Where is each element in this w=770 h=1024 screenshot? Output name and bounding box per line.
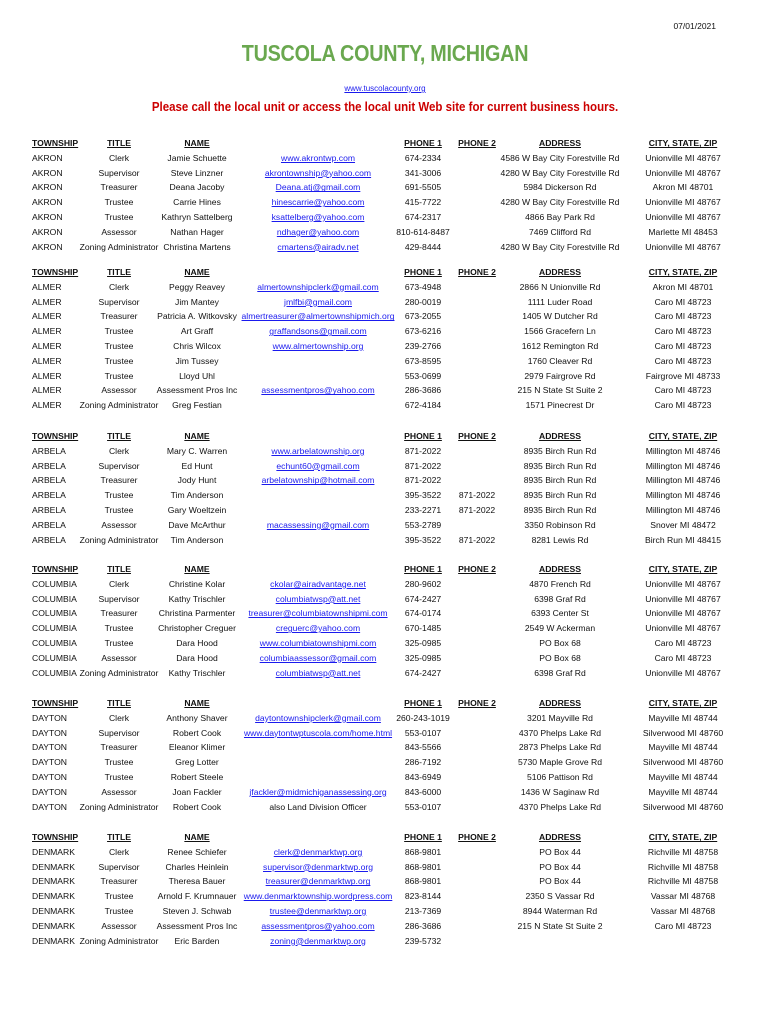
- cell-twp: DAYTON: [32, 801, 68, 812]
- column-header-township: TOWNSHIP: [32, 267, 79, 277]
- cell-twp: ARBELA: [32, 490, 66, 501]
- cell-twp: AKRON: [32, 226, 63, 237]
- table-row: ARBELA Trustee Tim Anderson 395-3522 871-2022 8935 Birch Run Rd Millington MI 48746: [32, 490, 721, 501]
- table-row: DAYTON Trustee Greg Lotter 286-7192 5730 Maple Grove Rd Silverwood MI 48760: [32, 757, 724, 768]
- business-hours-notice: Please call the local unit or access the local unit Web site for current business hours.: [151, 100, 619, 114]
- table-row: DENMARK Supervisor Charles Heinlein supervisor@denmarktwp.org 868-9801 PO Box 44 Richville MI 48758: [32, 861, 719, 872]
- cell-twp: ALMER: [32, 296, 62, 307]
- table-row: DENMARK Assessor Assessment Pros Inc assessmentpros@yahoo.com 286-3686 215 N State St Suite 2 Caro MI 48723: [32, 920, 712, 931]
- table-row: ALMER Assessor Assessment Pros Inc assessmentpros@yahoo.com 286-3686 215 N State St Suite 2 Caro MI 48723: [32, 385, 712, 396]
- cell-twp: DENMARK: [32, 876, 75, 887]
- cell-twp: DAYTON: [32, 727, 68, 738]
- column-header-township: TOWNSHIP: [32, 138, 79, 148]
- township-section: [0, 431, 770, 549]
- table-row: DENMARK Zoning Administrator Eric Barden zoning@denmarktwp.org 239-5732: [32, 935, 442, 946]
- table-row: DENMARK Trustee Steven J. Schwab trustee@denmarktwp.org 213-7369 8944 Waterman Rd Vassar MI 48768: [32, 905, 716, 916]
- table-row: ARBELA Treasurer Jody Hunt arbelatownship@hotmail.com 871-2022 8935 Birch Run Rd Millington MI 48746: [32, 475, 721, 486]
- table-row: ARBELA Trustee Gary Woeltzein 233-2271 871-2022 8935 Birch Run Rd Millington MI 48746: [32, 504, 721, 515]
- table-row: DAYTON Supervisor Robert Cook www.daytontwptuscola.com/home.html 553-0107 4370 Phelps Lake Rd Silverwood MI 48760: [32, 727, 724, 738]
- cell-twp: ARBELA: [32, 534, 66, 545]
- table-row: AKRON Trustee Kathryn Sattelberg ksattelberg@yahoo.com 674-2317 4866 Bay Park Rd Unionville MI 48767: [32, 211, 721, 222]
- table-row: AKRON Assessor Nathan Hager ndhager@yahoo.com 810-614-8487 7469 Clifford Rd Marlette MI 48453: [32, 226, 718, 237]
- header-row: TOWNSHIP TITLE NAME PHONE 1 PHONE 2 ADDRESS CITY, STATE, ZIP: [32, 698, 718, 708]
- cell-twp: AKRON: [32, 182, 63, 193]
- cell-twp: DAYTON: [32, 771, 68, 782]
- cell-twp: AKRON: [32, 167, 63, 178]
- cell-twp: COLUMBIA: [32, 637, 77, 648]
- table-row: COLUMBIA Treasurer Christina Parmenter treasurer@columbiatownshipmi.com 674-0174 6393 Center St Unionville MI 48767: [32, 608, 721, 619]
- header-row: TOWNSHIP TITLE NAME PHONE 1 PHONE 2 ADDRESS CITY, STATE, ZIP: [32, 431, 718, 441]
- cell-twp: ARBELA: [32, 504, 66, 515]
- cell-twp: COLUMBIA: [32, 593, 77, 604]
- cell-twp: DAYTON: [32, 742, 68, 753]
- header-row: TOWNSHIP TITLE NAME PHONE 1 PHONE 2 ADDRESS CITY, STATE, ZIP: [32, 267, 718, 277]
- table-row: AKRON Trustee Carrie Hines hinescarrie@yahoo.com 415-7722 4280 W Bay City Forestville Rd Unionville MI 48767: [32, 197, 721, 208]
- township-section: [0, 138, 770, 256]
- table-row: DAYTON Trustee Robert Steele 843-6949 5106 Pattison Rd Mayville MI 48744: [32, 771, 718, 782]
- cell-twp: ARBELA: [32, 445, 66, 456]
- cell-twp: ALMER: [32, 370, 62, 381]
- table-row: ALMER Treasurer Patricia A. Witkovsky almertreasurer@almertownshipmich.org 673-2055 1405 W Dutcher Rd Caro MI 48723: [32, 311, 712, 322]
- table-row: ALMER Supervisor Jim Mantey jmlfbi@gmail.com 280-0019 1111 Luder Road Caro MI 48723: [32, 296, 712, 307]
- cell-twp: DENMARK: [32, 905, 75, 916]
- cell-twp: DAYTON: [32, 786, 68, 797]
- header-row: TOWNSHIP TITLE NAME PHONE 1 PHONE 2 ADDRESS CITY, STATE, ZIP: [32, 832, 718, 842]
- table-row: ALMER Clerk Peggy Reavey almertownshipclerk@gmail.com 673-4948 2866 N Unionville Rd Akron MI 48701: [32, 281, 714, 292]
- cell-twp: COLUMBIA: [32, 667, 77, 678]
- cell-twp: AKRON: [32, 241, 63, 252]
- table-row: DAYTON Assessor Joan Fackler jfackler@midmichiganassessing.org 843-6000 1436 W Saginaw Rd Mayville MI 48744: [32, 786, 718, 797]
- cell-twp: COLUMBIA: [32, 608, 77, 619]
- cell-twp: ALMER: [32, 311, 62, 322]
- table-row: AKRON Zoning Administrator Christina Martens cmartens@airadv.net 429-8444 4280 W Bay City Forestville Rd Unionville MI 48767: [32, 241, 721, 252]
- cell-twp: ALMER: [32, 400, 62, 411]
- table-row: COLUMBIA Clerk Christine Kolar ckolar@airadvantage.net 280-9602 4870 French Rd Unionville MI 48767: [32, 578, 721, 589]
- header-row: TOWNSHIP TITLE NAME PHONE 1 PHONE 2 ADDRESS CITY, STATE, ZIP: [32, 564, 718, 574]
- table-row: COLUMBIA Zoning Administrator Kathy Trischler columbiatwsp@att.net 674-2427 6398 Graf Rd Unionville MI 48767: [32, 667, 721, 678]
- cell-twp: DENMARK: [32, 920, 75, 931]
- table-row: COLUMBIA Trustee Christopher Creguer creguerc@yahoo.com 670-1485 2549 W Ackerman Unionville MI 48767: [32, 623, 721, 634]
- cell-twp: ARBELA: [32, 475, 66, 486]
- column-header-township: TOWNSHIP: [32, 832, 79, 842]
- county-website-link[interactable]: www.tuscolacounty.org: [344, 84, 426, 93]
- table-row: DAYTON Treasurer Eleanor Klimer 843-5566 2873 Phelps Lake Rd Mayville MI 48744: [32, 742, 718, 753]
- table-row: AKRON Supervisor Steve Linzner akrontownship@yahoo.com 341-3006 4280 W Bay City Forestville Rd Unionville MI 48767: [32, 167, 721, 178]
- table-row: AKRON Clerk Jamie Schuette www.akrontwp.com 674-2334 4586 W Bay City Forestville Rd Unionville MI 48767: [32, 152, 721, 163]
- table-row: ALMER Zoning Administrator Greg Festian 672-4184 1571 Pinecrest Dr Caro MI 48723: [32, 400, 712, 411]
- column-header-township: TOWNSHIP: [32, 431, 79, 441]
- cell-twp: ARBELA: [32, 460, 66, 471]
- table-row: DAYTON Clerk Anthony Shaver daytontownshipclerk@gmail.com 260-243-1019 3201 Mayville Rd Mayville MI 48744: [32, 712, 718, 723]
- table-row: ARBELA Zoning Administrator Tim Anderson 395-3522 871-2022 8281 Lewis Rd Birch Run MI 48415: [32, 534, 721, 545]
- table-row: AKRON Treasurer Deana Jacoby Deana.atj@gmail.com 691-5505 5984 Dickerson Rd Akron MI 48701: [32, 182, 714, 193]
- table-row: COLUMBIA Supervisor Kathy Trischler columbiatwsp@att.net 674-2427 6398 Graf Rd Unionville MI 48767: [32, 593, 721, 604]
- table-row: DAYTON Zoning Administrator Robert Cook also Land Division Officer 553-0107 4370 Phelps Lake Rd Silverwood MI 48760: [32, 801, 724, 812]
- table-row: ARBELA Clerk Mary C. Warren www.arbelatownship.org 871-2022 8935 Birch Run Rd Millington MI 48746: [32, 445, 721, 456]
- cell-twp: DENMARK: [32, 891, 75, 902]
- table-row: DENMARK Trustee Arnold F. Krumnauer www.denmarktownship.wordpress.com 823-8144 2350 S Vassar Rd Vassar MI 48768: [32, 891, 716, 902]
- cell-twp: ALMER: [32, 340, 62, 351]
- header-row: TOWNSHIP TITLE NAME PHONE 1 PHONE 2 ADDRESS CITY, STATE, ZIP: [32, 138, 718, 148]
- township-section: [0, 698, 770, 816]
- cell-twp: ALMER: [32, 385, 62, 396]
- cell-twp: DENMARK: [32, 861, 75, 872]
- cell-twp: ALMER: [32, 326, 62, 337]
- cell-twp: ALMER: [32, 281, 62, 292]
- cell-twp: DAYTON: [32, 757, 68, 768]
- document-date: 07/01/2021: [673, 21, 716, 31]
- table-row: ARBELA Supervisor Ed Hunt echunt60@gmail.com 871-2022 8935 Birch Run Rd Millington MI 48746: [32, 460, 721, 471]
- cell-twp: DAYTON: [32, 712, 68, 723]
- cell-twp: DENMARK: [32, 935, 75, 946]
- table-row: ALMER Trustee Jim Tussey 673-8595 1760 Cleaver Rd Caro MI 48723: [32, 355, 712, 366]
- table-row: DENMARK Treasurer Theresa Bauer treasurer@denmarktwp.org 868-9801 PO Box 44 Richville MI 48758: [32, 876, 719, 887]
- table-row: DENMARK Clerk Renee Schiefer clerk@denmarktwp.org 868-9801 PO Box 44 Richville MI 48758: [32, 846, 719, 857]
- column-header-township: TOWNSHIP: [32, 698, 79, 708]
- table-row: COLUMBIA Trustee Dara Hood www.columbiatownshipmi.com 325-0985 PO Box 68 Caro MI 48723: [32, 637, 712, 648]
- cell-twp: DENMARK: [32, 846, 75, 857]
- cell-twp: COLUMBIA: [32, 623, 77, 634]
- cell-twp: COLUMBIA: [32, 652, 77, 663]
- page-title: TUSCOLA COUNTY, MICHIGAN: [241, 40, 529, 66]
- township-section: [0, 267, 770, 415]
- cell-twp: AKRON: [32, 211, 63, 222]
- cell-twp: ARBELA: [32, 519, 66, 530]
- cell-twp: AKRON: [32, 197, 63, 208]
- cell-twp: ALMER: [32, 355, 62, 366]
- township-section: [0, 832, 770, 950]
- cell-twp: COLUMBIA: [32, 578, 77, 589]
- township-section: [0, 564, 770, 682]
- table-row: ARBELA Assessor Dave McArthur macassessing@gmail.com 553-2789 3350 Robinson Rd Snover MI 48472: [32, 519, 716, 530]
- table-row: ALMER Trustee Lloyd Uhl 553-0699 2979 Fairgrove Rd Fairgrove MI 48733: [32, 370, 721, 381]
- column-header-township: TOWNSHIP: [32, 564, 79, 574]
- table-row: ALMER Trustee Art Graff graffandsons@gmail.com 673-6216 1566 Gracefern Ln Caro MI 48723: [32, 326, 712, 337]
- cell-twp: AKRON: [32, 152, 63, 163]
- table-row: ALMER Trustee Chris Wilcox www.almertownship.org 239-2766 1612 Remington Rd Caro MI 48723: [32, 340, 712, 351]
- table-row: COLUMBIA Assessor Dara Hood columbiaassessor@gmail.com 325-0985 PO Box 68 Caro MI 48723: [32, 652, 712, 663]
